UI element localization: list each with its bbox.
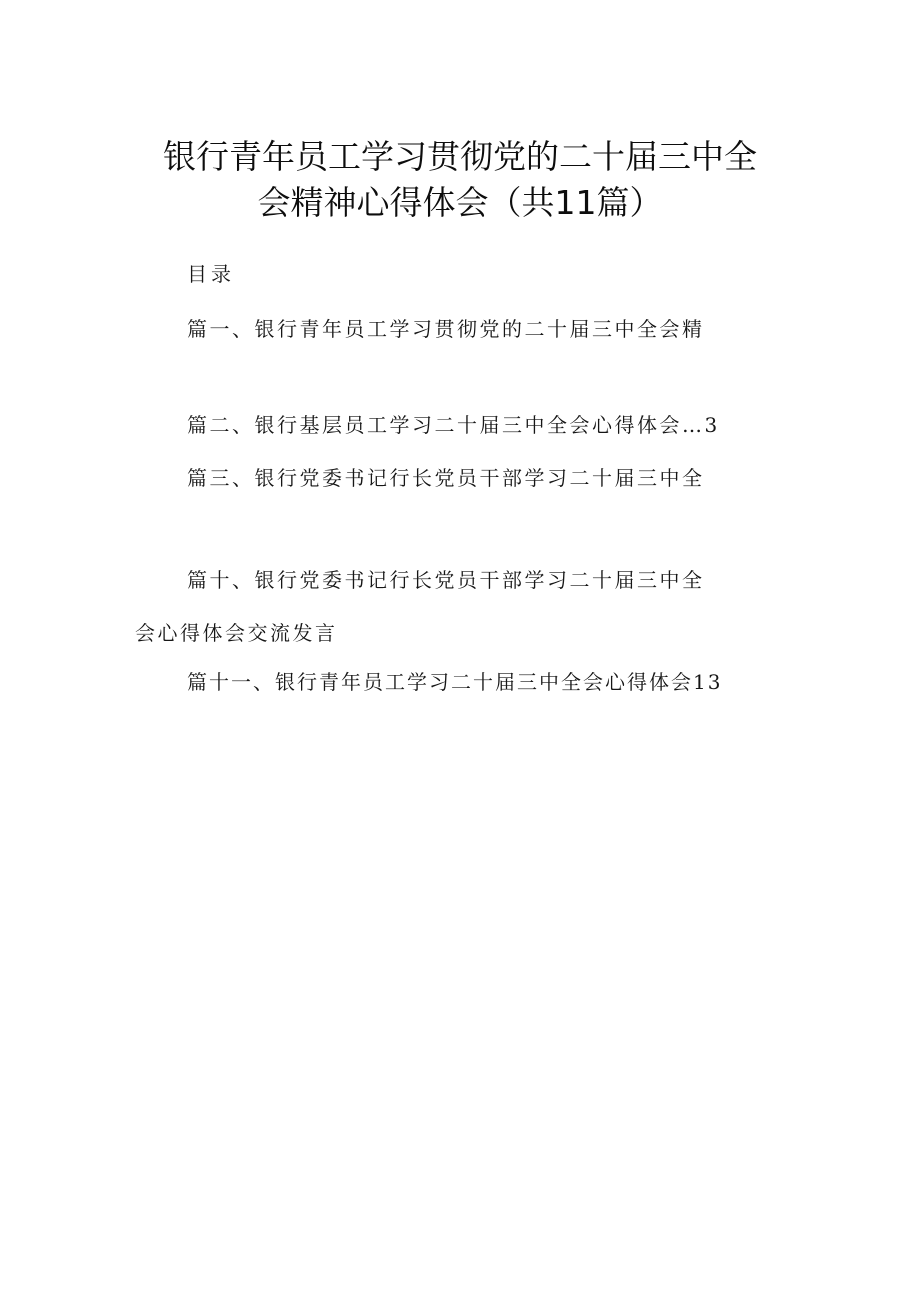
- document-title-line-2: 会精神心得体会（共11篇）: [257, 183, 663, 222]
- toc-entry[interactable]: 篇三、银行党委书记行长党员干部学习二十届三中全: [187, 466, 705, 490]
- toc-entry[interactable]: 篇十一、银行青年员工学习二十届三中全会心得体会13: [187, 670, 723, 694]
- toc-entry[interactable]: 篇二、银行基层员工学习二十届三中全会心得体会…3: [187, 413, 720, 437]
- toc-entry[interactable]: 篇十、银行党委书记行长党员干部学习二十届三中全: [187, 568, 705, 592]
- document-title-line-1: 银行青年员工学习贯彻党的二十届三中全: [163, 137, 757, 176]
- toc-entry-continuation[interactable]: 会心得体会交流发言: [135, 621, 338, 645]
- toc-heading: 目录: [187, 262, 235, 286]
- toc-entry[interactable]: 篇一、银行青年员工学习贯彻党的二十届三中全会精: [187, 317, 705, 341]
